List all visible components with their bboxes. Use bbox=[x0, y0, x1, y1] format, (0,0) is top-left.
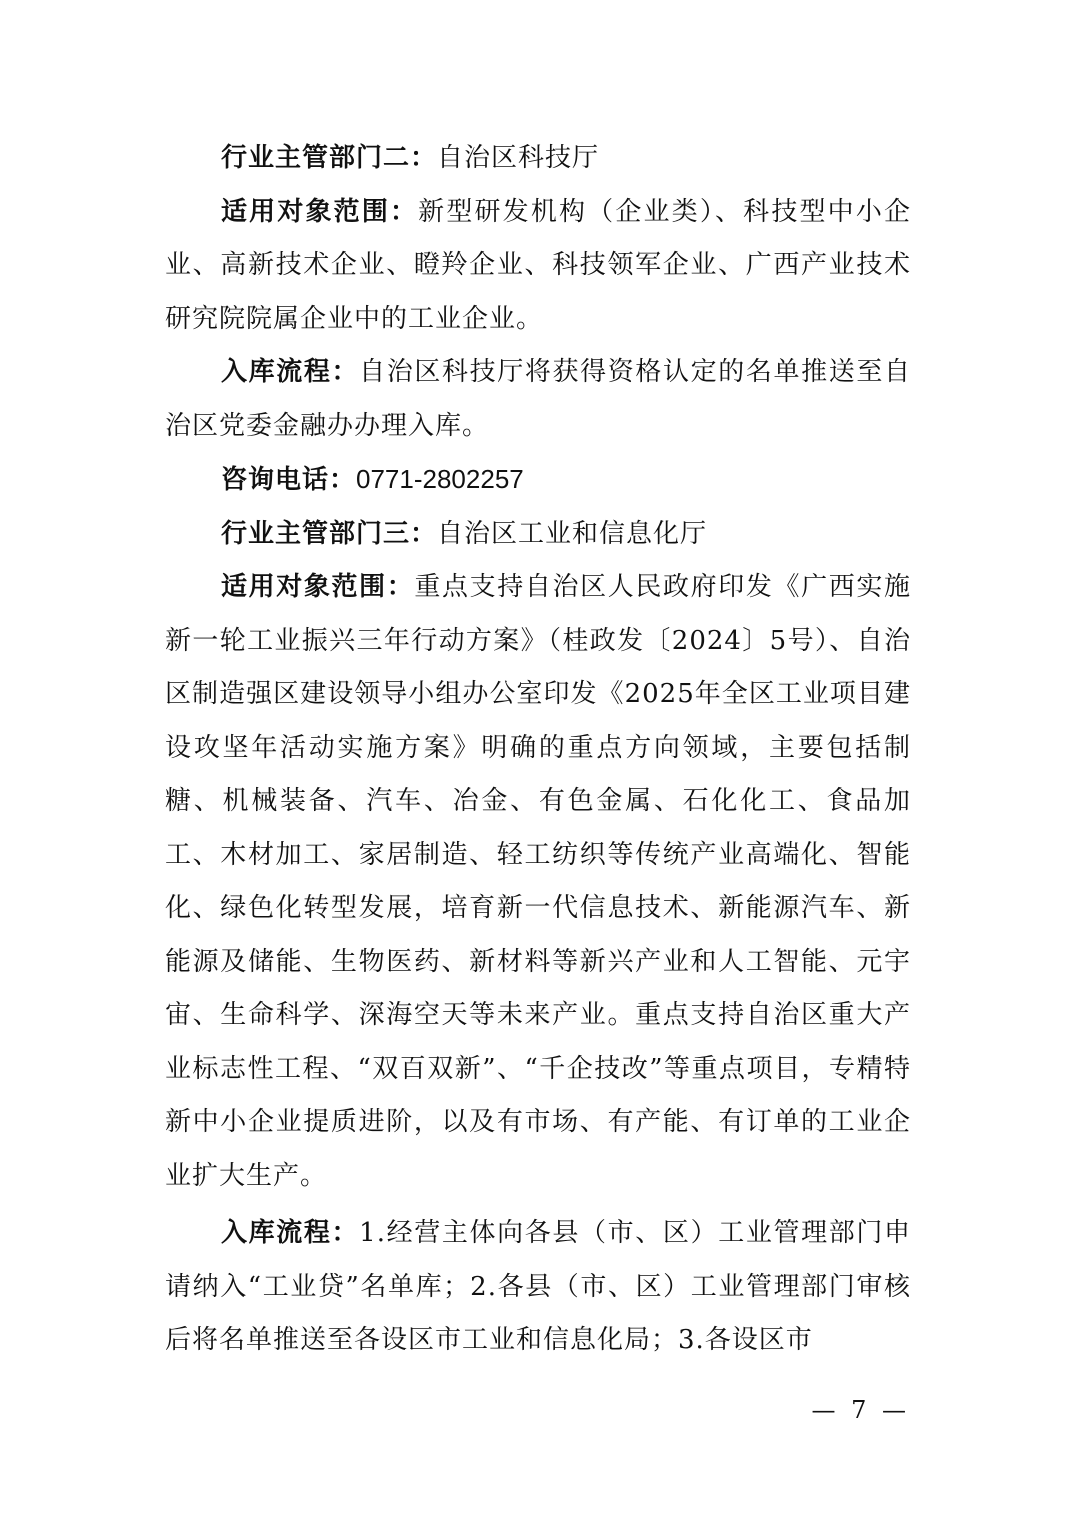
paragraph-label: 入库流程： bbox=[221, 1218, 360, 1248]
paragraph-label: 适用对象范围： bbox=[221, 196, 419, 227]
paragraph-text: 新型研发机构（企业类）、科技型中小企业、高新技术企业、瞪羚企业、科技领军企业、广西产业技术研究院院属企业中的工业企业。 bbox=[165, 196, 911, 334]
phone-number: 0771-2802257 bbox=[356, 464, 524, 494]
paragraph-label: 入库流程： bbox=[221, 357, 360, 387]
paragraph-text: 1.经营主体向各县（市、区）工业管理部门申请纳入“工业贷”名单库；2.各县（市、区）工业管理部门审核后将名单推送至各设区市工业和信息化局；3.各设区市 bbox=[165, 1218, 911, 1355]
paragraph-text: 重点支持自治区人民政府印发《广西实施新一轮工业振兴三年行动方案》（桂政发〔2024〕5号）、自治区制造强区建设领导小组办公室印发《2025年全区工业项目建设攻坚年活动实施方案》明确的重点方向领域，主要包括制糖、机械装备、汽车、冶金、有色金属、石化化工、食品加工、木材加工、家居制造、轻工纺织等传统产业高端化、智能化、绿色化转型发展，培育新一代信息技术、新能源汽车、新能源及储能、生物医药、新材料等新兴产业和人工智能、元宇宙、生命科学、深海空天等未来产业。重点支持自治区重大产业标志性工程、“双百双新”、“千企技改”等重点项目，专精特新中小企业提质进阶，以及有市场、有产能、有订单的工业企业扩大生产。 bbox=[165, 572, 911, 1191]
paragraph-phone bbox=[165, 453, 911, 508]
paragraph-dept-three bbox=[165, 508, 911, 562]
paragraph-label: 咨询电话： bbox=[221, 465, 357, 495]
paragraph-process-one bbox=[165, 346, 911, 453]
paragraph-text: 自治区科技厅将获得资格认定的名单推送至自治区党委金融办办理入库。 bbox=[165, 357, 911, 441]
paragraph-dept-two bbox=[165, 132, 911, 186]
paragraph-process-two bbox=[165, 1207, 911, 1368]
paragraph-label: 行业主管部门二： bbox=[221, 143, 438, 173]
paragraph-label: 适用对象范围： bbox=[221, 572, 415, 602]
paragraph-label: 行业主管部门三： bbox=[221, 518, 438, 549]
paragraph-scope-two bbox=[165, 561, 911, 1203]
paragraph-text: 自治区科技厅 bbox=[437, 143, 600, 173]
paragraph-text: 自治区工业和信息化厅 bbox=[437, 518, 708, 549]
page-number: — 7 — bbox=[811, 1396, 910, 1424]
document-body bbox=[165, 132, 911, 1368]
paragraph-scope-one bbox=[165, 186, 911, 347]
